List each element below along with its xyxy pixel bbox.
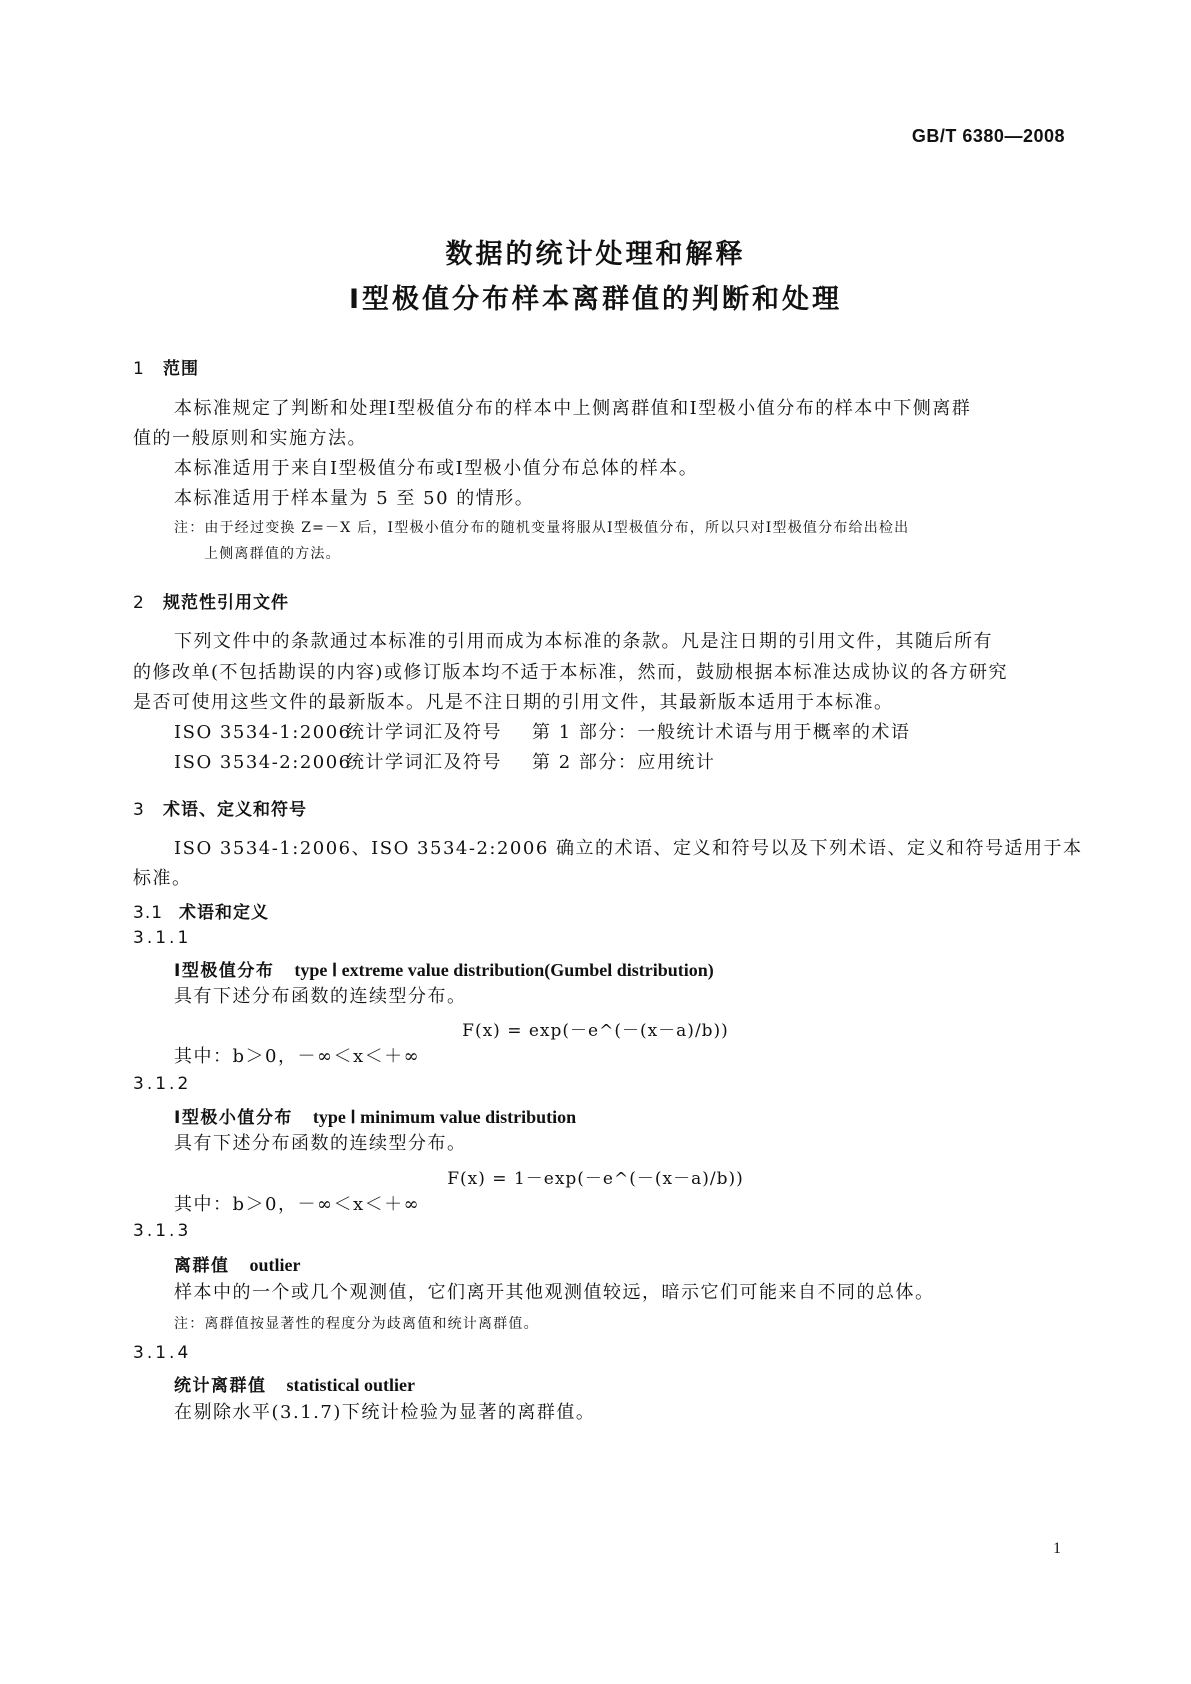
note: 注：离群值按显著性的程度分为歧离值和统计离群值。 bbox=[174, 1316, 539, 1332]
reference-title: 统计学词汇及符号 bbox=[346, 752, 502, 773]
reference-item bbox=[174, 746, 715, 780]
reference-part: 第 2 部分：应用统计 bbox=[532, 752, 716, 773]
paragraph-continuation: 的修改单(不包括勘误的内容)或修订版本均不适于本标准，然而，鼓励根据本标准达成协议的各方研究 bbox=[133, 662, 1009, 683]
definition: 在剔除水平(3.1.7)下统计检验为显著的离群值。 bbox=[174, 1402, 596, 1423]
section-number: 3 bbox=[133, 800, 145, 820]
standard-number: GB/T 6380—2008 bbox=[911, 126, 1065, 146]
term-number: 3.1.1 bbox=[133, 928, 192, 948]
paragraph-continuation: 是否可使用这些文件的最新版本。凡是不注日期的引用文件，其最新版本适用于本标准。 bbox=[133, 692, 894, 713]
reference-title: 统计学词汇及符号 bbox=[346, 722, 502, 743]
term-zh: 统计离群值 bbox=[174, 1376, 267, 1396]
note: 注：由于经过变换 Z=－X 后，Ⅰ型极小值分布的随机变量将服从Ⅰ型极值分布，所以只对Ⅰ型极值分布给出检出 bbox=[174, 520, 910, 536]
subsection-3-1-heading bbox=[133, 898, 269, 923]
reference-part: 第 1 部分：一般统计术语与用于概率的术语 bbox=[532, 722, 911, 743]
section-2-heading bbox=[133, 588, 289, 613]
formula-text: F(x) = exp(－e^(－(x－a)/b)) bbox=[462, 1021, 729, 1041]
term-heading bbox=[174, 1103, 576, 1128]
paragraph: 本标准适用于样本量为 5 至 50 的情形。 bbox=[174, 488, 535, 509]
section-number: 2 bbox=[133, 593, 145, 613]
term-heading bbox=[174, 1251, 301, 1276]
note-continuation: 上侧离群值的方法。 bbox=[204, 546, 341, 562]
paragraph-continuation: 值的一般原则和实施方法。 bbox=[133, 428, 367, 449]
subsection-title: 术语和定义 bbox=[179, 903, 269, 923]
paragraph: 下列文件中的条款通过本标准的引用而成为本标准的条款。凡是注日期的引用文件，其随后所有 bbox=[174, 631, 993, 652]
term-heading bbox=[174, 1371, 415, 1396]
formula bbox=[0, 1016, 1191, 1041]
subsection-number: 3.1 bbox=[133, 903, 164, 923]
term-en: type Ⅰ extreme value distribution(Gumbel distribution) bbox=[294, 960, 714, 980]
definition: 样本中的一个或几个观测值，它们离开其他观测值较远，暗示它们可能来自不同的总体。 bbox=[174, 1282, 935, 1303]
term-zh: Ⅰ型极小值分布 bbox=[174, 1108, 293, 1128]
section-title: 规范性引用文件 bbox=[163, 593, 289, 613]
section-number: 1 bbox=[133, 359, 145, 379]
page-number: 1 bbox=[1053, 1540, 1061, 1557]
term-number: 3.1.2 bbox=[133, 1074, 192, 1094]
definition: 具有下述分布函数的连续型分布。 bbox=[174, 986, 467, 1007]
term-en: statistical outlier bbox=[286, 1375, 415, 1395]
term-number: 3.1.3 bbox=[133, 1221, 192, 1241]
term-heading bbox=[174, 956, 714, 981]
reference-item bbox=[174, 716, 910, 750]
reference-code: ISO 3534-2:2006 bbox=[174, 752, 352, 773]
reference-code: ISO 3534-1:2006 bbox=[174, 722, 352, 743]
paragraph: ISO 3534-1:2006、ISO 3534-2:2006 确立的术语、定义和符号以及下列术语、定义和符号适用于本 bbox=[174, 838, 1083, 859]
term-en: type Ⅰ minimum value distribution bbox=[312, 1107, 577, 1127]
paragraph: 本标准规定了判断和处理Ⅰ型极值分布的样本中上侧离群值和Ⅰ型极小值分布的样本中下侧离群 bbox=[174, 398, 972, 419]
formula-text: F(x) = 1－exp(－e^(－(x－a)/b)) bbox=[447, 1169, 744, 1189]
section-1-heading bbox=[133, 354, 199, 379]
term-zh: Ⅰ型极值分布 bbox=[174, 961, 275, 981]
term-number: 3.1.4 bbox=[133, 1343, 192, 1363]
section-3-heading bbox=[133, 795, 307, 820]
paragraph-continuation: 标准。 bbox=[133, 868, 192, 889]
paragraph: 本标准适用于来自Ⅰ型极值分布或Ⅰ型极小值分布总体的样本。 bbox=[174, 458, 699, 479]
section-title: 术语、定义和符号 bbox=[163, 800, 307, 820]
title-line-2: Ⅰ型极值分布样本离群值的判断和处理 bbox=[348, 284, 843, 315]
section-title: 范围 bbox=[163, 359, 199, 379]
term-zh: 离群值 bbox=[174, 1256, 230, 1276]
definition: 具有下述分布函数的连续型分布。 bbox=[174, 1133, 467, 1154]
title-line-1: 数据的统计处理和解释 bbox=[445, 239, 746, 270]
formula-condition: 其中：b＞0，－∞＜x＜＋∞ bbox=[174, 1046, 421, 1067]
formula bbox=[0, 1164, 1191, 1189]
term-en: outlier bbox=[249, 1255, 301, 1275]
formula-condition: 其中：b＞0，－∞＜x＜＋∞ bbox=[174, 1194, 421, 1215]
